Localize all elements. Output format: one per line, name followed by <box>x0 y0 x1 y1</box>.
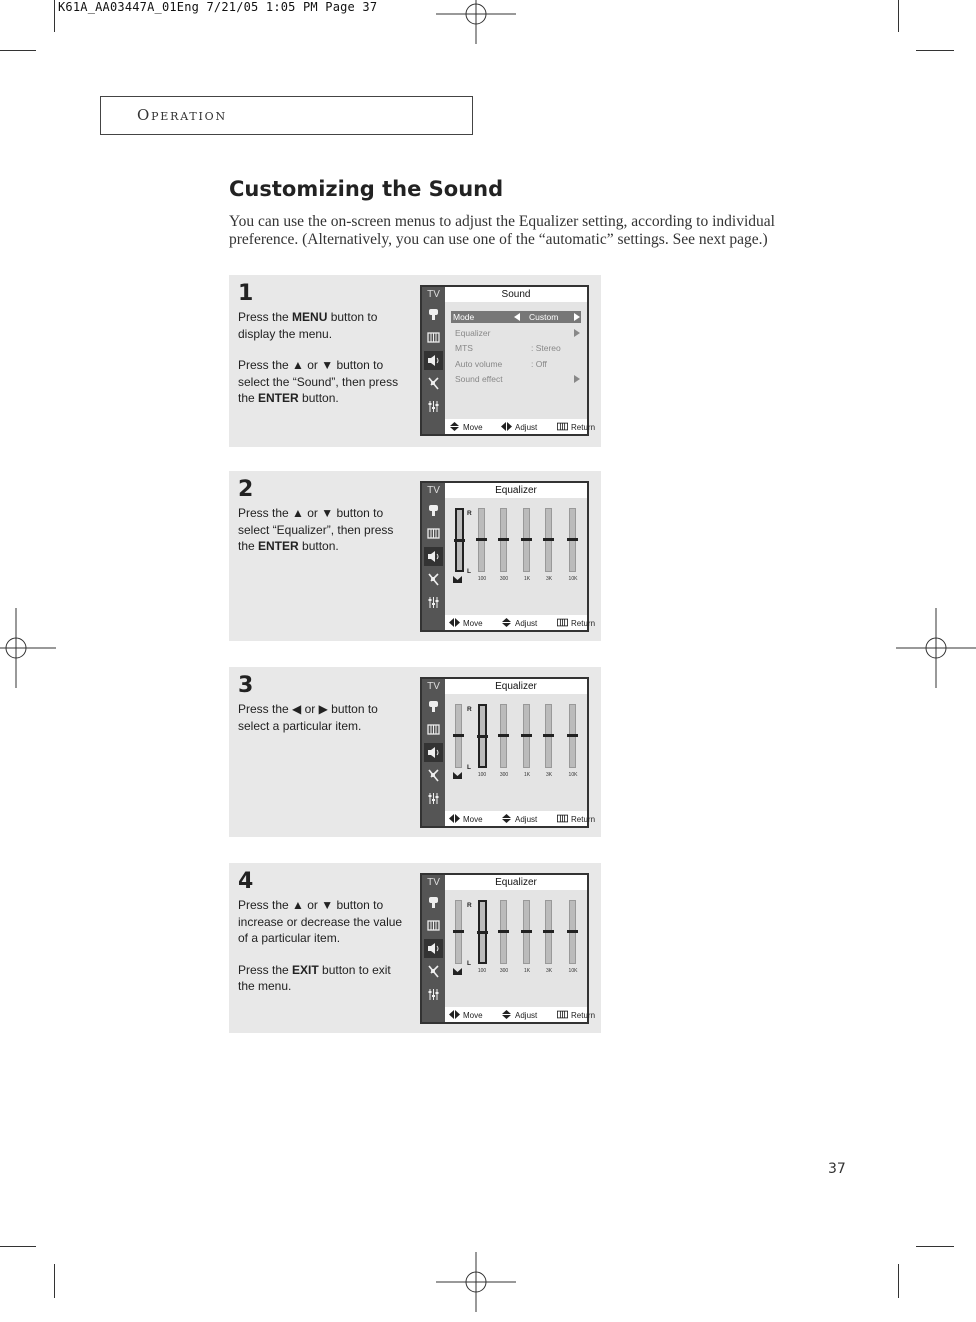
eq-band-label: 100 <box>477 772 487 778</box>
osd-body <box>445 890 587 1007</box>
picture-icon <box>424 893 443 912</box>
eq-slider[interactable] <box>569 508 576 572</box>
osd-title: Equalizer <box>445 483 587 498</box>
step-box <box>229 863 601 1033</box>
osd-footer <box>445 1007 596 1022</box>
instruction-paragraph <box>238 505 410 555</box>
instruction-text: Press the ▲ or ▼ button to increase or decrease the value of a particular item. <box>238 898 403 945</box>
osd-footer-item <box>449 814 483 825</box>
eq-slider-knob[interactable] <box>521 734 532 737</box>
registration-mark-icon <box>896 608 976 688</box>
picture-icon <box>424 697 443 716</box>
antenna-icon <box>424 374 443 393</box>
eq-slider-knob[interactable] <box>567 930 578 933</box>
eq-slider-knob[interactable] <box>453 734 464 737</box>
channel-icon <box>424 328 443 347</box>
step-number: 3 <box>238 673 254 698</box>
return-icon <box>557 1010 568 1021</box>
step-number: 1 <box>238 281 254 306</box>
eq-slider-knob[interactable] <box>498 930 509 933</box>
button-name: ENTER <box>258 391 299 405</box>
osd-screen <box>420 481 596 632</box>
eq-slider[interactable] <box>523 508 530 572</box>
balance-icon <box>447 576 467 585</box>
instruction-text: button to exit the menu. <box>238 962 391 993</box>
antenna-icon <box>424 570 443 589</box>
step-number: 2 <box>238 477 254 502</box>
channel-icon <box>424 916 443 935</box>
registration-mark-icon <box>436 0 516 54</box>
picture-icon <box>424 305 443 324</box>
instruction-paragraph <box>238 701 410 734</box>
crop-mark <box>54 1264 55 1298</box>
osd-sidebar <box>422 287 445 434</box>
instruction-text: button. <box>298 391 339 405</box>
osd-title: Sound <box>445 287 587 302</box>
eq-band-label: 100 <box>477 576 487 582</box>
menu-row[interactable] <box>453 327 581 339</box>
button-name: EXIT <box>292 962 319 977</box>
eq-band-label: 100 <box>477 968 487 974</box>
crop-mark <box>0 50 36 51</box>
adjust-icon <box>501 618 512 629</box>
antenna-icon <box>424 766 443 785</box>
step-instructions <box>238 505 410 570</box>
step-box <box>229 667 601 837</box>
crop-mark <box>898 0 899 32</box>
osd-footer-item <box>449 1010 483 1021</box>
osd-body <box>445 498 587 615</box>
return-icon <box>557 422 568 433</box>
osd-sidebar <box>422 483 445 630</box>
instruction-text: Press the ◀ or ▶ button to select a particular item. <box>238 702 378 733</box>
sound-icon <box>424 743 443 762</box>
osd-footer <box>445 615 596 630</box>
osd-footer-label: Return <box>571 815 596 824</box>
eq-slider-knob[interactable] <box>543 930 554 933</box>
eq-slider[interactable] <box>523 704 530 768</box>
menu-row[interactable] <box>451 311 581 323</box>
right-arrow-icon <box>574 313 580 321</box>
channel-icon <box>424 720 443 739</box>
eq-slider-knob[interactable] <box>521 538 532 541</box>
adjust-icon <box>501 422 512 433</box>
move-icon <box>449 422 460 433</box>
registration-mark-icon <box>436 1242 516 1322</box>
osd-footer-label: Adjust <box>515 1011 538 1020</box>
crop-mark <box>898 1264 899 1298</box>
eq-slider[interactable] <box>455 704 462 768</box>
eq-slider-knob[interactable] <box>543 538 554 541</box>
osd-footer <box>445 811 596 826</box>
sound-icon <box>424 351 443 370</box>
eq-slider[interactable] <box>545 508 552 572</box>
eq-slider-knob[interactable] <box>477 735 488 738</box>
step-box <box>229 471 601 641</box>
menu-row-value: : Stereo <box>531 343 561 353</box>
move-icon <box>449 618 460 629</box>
instruction-paragraph <box>238 309 410 342</box>
right-arrow-icon <box>574 375 580 383</box>
osd-body <box>445 302 587 419</box>
instruction-text: Press the ▲ or ▼ button to select the “Sound”, then press the <box>238 358 399 405</box>
osd-footer-label: Return <box>571 619 596 628</box>
osd-sidebar <box>422 679 445 826</box>
eq-right-label: R <box>467 902 472 909</box>
eq-band-label: 3K <box>545 772 553 778</box>
osd-footer-label: Adjust <box>515 815 538 824</box>
eq-slider[interactable] <box>455 508 464 572</box>
step-box <box>229 275 601 447</box>
osd-tv-label: TV <box>427 485 440 496</box>
osd-footer-item <box>501 1010 537 1021</box>
eq-left-label: L <box>467 960 471 967</box>
left-arrow-icon <box>514 313 520 321</box>
eq-slider[interactable] <box>545 704 552 768</box>
balance-icon <box>447 772 467 781</box>
step-instructions <box>238 897 410 1010</box>
eq-slider-knob[interactable] <box>476 538 487 541</box>
osd-sidebar <box>422 875 445 1022</box>
move-icon <box>449 814 460 825</box>
eq-slider-knob[interactable] <box>477 931 488 934</box>
eq-right-label: R <box>467 510 472 517</box>
eq-slider[interactable] <box>523 900 530 964</box>
return-icon <box>557 814 568 825</box>
osd-footer-item <box>557 814 595 825</box>
eq-slider[interactable] <box>478 900 487 964</box>
eq-slider-knob[interactable] <box>453 930 464 933</box>
menu-row-value: : Off <box>531 358 547 369</box>
move-icon <box>449 1010 460 1021</box>
osd-footer <box>445 419 596 434</box>
eq-band-label: 1K <box>523 576 531 582</box>
menu-row-label: Mode <box>453 312 475 322</box>
instruction-paragraph <box>238 962 410 995</box>
eq-slider[interactable] <box>478 704 487 768</box>
balance-icon <box>447 968 467 977</box>
osd-title: Equalizer <box>445 875 587 890</box>
eq-slider-knob[interactable] <box>567 538 578 541</box>
instruction-text: Press the <box>238 962 293 977</box>
osd-footer-item <box>557 1010 595 1021</box>
osd-footer-label: Return <box>571 423 596 432</box>
intro-paragraph: You can use the on-screen menus to adjust the Equalizer setting, according to individual preference. (Alternatively, you can use one of the “automatic” settings. See next page.) <box>229 213 775 248</box>
osd-title: Equalizer <box>445 679 587 694</box>
menu-row-value: Custom <box>529 312 559 322</box>
eq-band-label: 10K <box>568 968 578 974</box>
osd-screen <box>420 285 596 436</box>
osd-footer-item <box>449 422 483 433</box>
instruction-paragraph <box>238 357 410 407</box>
eq-slider-knob[interactable] <box>454 539 465 542</box>
eq-slider[interactable] <box>500 704 507 768</box>
setup-icon <box>424 397 443 416</box>
eq-slider[interactable] <box>478 508 485 572</box>
osd-footer-label: Adjust <box>515 619 538 628</box>
menu-row[interactable] <box>453 342 581 354</box>
osd-footer-label: Return <box>571 1011 596 1020</box>
osd-footer-label: Move <box>463 1011 483 1020</box>
adjust-icon <box>501 1010 512 1021</box>
setup-icon <box>424 593 443 612</box>
crop-mark <box>54 0 55 32</box>
eq-band-label: 3K <box>545 968 553 974</box>
eq-band-label: 300 <box>499 576 509 582</box>
osd-footer-item <box>501 814 537 825</box>
crop-mark <box>0 1246 36 1247</box>
eq-band-label: 1K <box>523 772 531 778</box>
menu-row-label: Equalizer <box>455 327 491 338</box>
step-instructions <box>238 309 410 422</box>
sound-icon <box>424 939 443 958</box>
eq-slider-knob[interactable] <box>498 734 509 737</box>
eq-slider[interactable] <box>569 704 576 768</box>
registration-mark-icon <box>0 608 56 688</box>
eq-band-label: 300 <box>499 772 509 778</box>
instruction-text: Press the <box>238 310 293 324</box>
channel-icon <box>424 524 443 543</box>
eq-slider-knob[interactable] <box>498 538 509 541</box>
setup-icon <box>424 985 443 1004</box>
picture-icon <box>424 501 443 520</box>
instruction-text: button to display the menu. <box>238 310 378 341</box>
osd-footer-item <box>449 618 483 629</box>
osd-screen <box>420 677 596 828</box>
eq-band-label: 1K <box>523 968 531 974</box>
instruction-paragraph <box>238 897 410 947</box>
page-number: 37 <box>828 1161 846 1177</box>
osd-footer-item <box>501 422 537 433</box>
osd-screen <box>420 873 596 1024</box>
eq-slider[interactable] <box>545 900 552 964</box>
eq-left-label: L <box>467 764 471 771</box>
eq-slider-knob[interactable] <box>567 734 578 737</box>
eq-slider[interactable] <box>569 900 576 964</box>
crop-mark <box>916 50 954 51</box>
section-label: Operation <box>137 106 227 124</box>
crop-mark <box>916 1246 954 1247</box>
eq-slider[interactable] <box>500 508 507 572</box>
osd-tv-label: TV <box>427 289 440 300</box>
menu-row-label: MTS <box>455 343 473 353</box>
antenna-icon <box>424 962 443 981</box>
eq-slider[interactable] <box>500 900 507 964</box>
osd-footer-label: Adjust <box>515 423 538 432</box>
instruction-text: Press the ▲ or ▼ button to select “Equalizer”, then press the <box>238 506 394 553</box>
osd-footer-label: Move <box>463 619 483 628</box>
step-instructions <box>238 701 410 749</box>
osd-tv-label: TV <box>427 877 440 888</box>
setup-icon <box>424 789 443 808</box>
eq-band-label: 10K <box>568 772 578 778</box>
right-arrow-icon <box>574 329 580 337</box>
eq-band-label: 3K <box>545 576 553 582</box>
osd-body <box>445 694 587 811</box>
osd-tv-label: TV <box>427 681 440 692</box>
eq-band-label: 300 <box>499 968 509 974</box>
osd-footer-item <box>557 422 595 433</box>
button-name: ENTER <box>258 539 299 553</box>
eq-slider[interactable] <box>455 900 462 964</box>
menu-row[interactable] <box>453 373 581 385</box>
eq-slider-knob[interactable] <box>543 734 554 737</box>
osd-footer-label: Move <box>463 423 483 432</box>
printer-slug: K61A_AA03447A_01Eng 7/21/05 1:05 PM Page 37 <box>58 0 378 14</box>
menu-row-label: Auto volume <box>455 358 503 369</box>
return-icon <box>557 618 568 629</box>
eq-slider-knob[interactable] <box>521 930 532 933</box>
osd-footer-item <box>557 618 595 629</box>
osd-footer-label: Move <box>463 815 483 824</box>
eq-band-label: 10K <box>568 576 578 582</box>
menu-row-label: Sound effect <box>455 374 503 384</box>
step-number: 4 <box>238 869 254 894</box>
page-title: Customizing the Sound <box>229 177 504 201</box>
osd-footer-item <box>501 618 537 629</box>
sound-icon <box>424 547 443 566</box>
eq-left-label: L <box>467 568 471 575</box>
menu-row[interactable] <box>453 358 581 370</box>
instruction-text: button. <box>298 539 339 553</box>
adjust-icon <box>501 814 512 825</box>
eq-right-label: R <box>467 706 472 713</box>
button-name: MENU <box>292 310 328 324</box>
